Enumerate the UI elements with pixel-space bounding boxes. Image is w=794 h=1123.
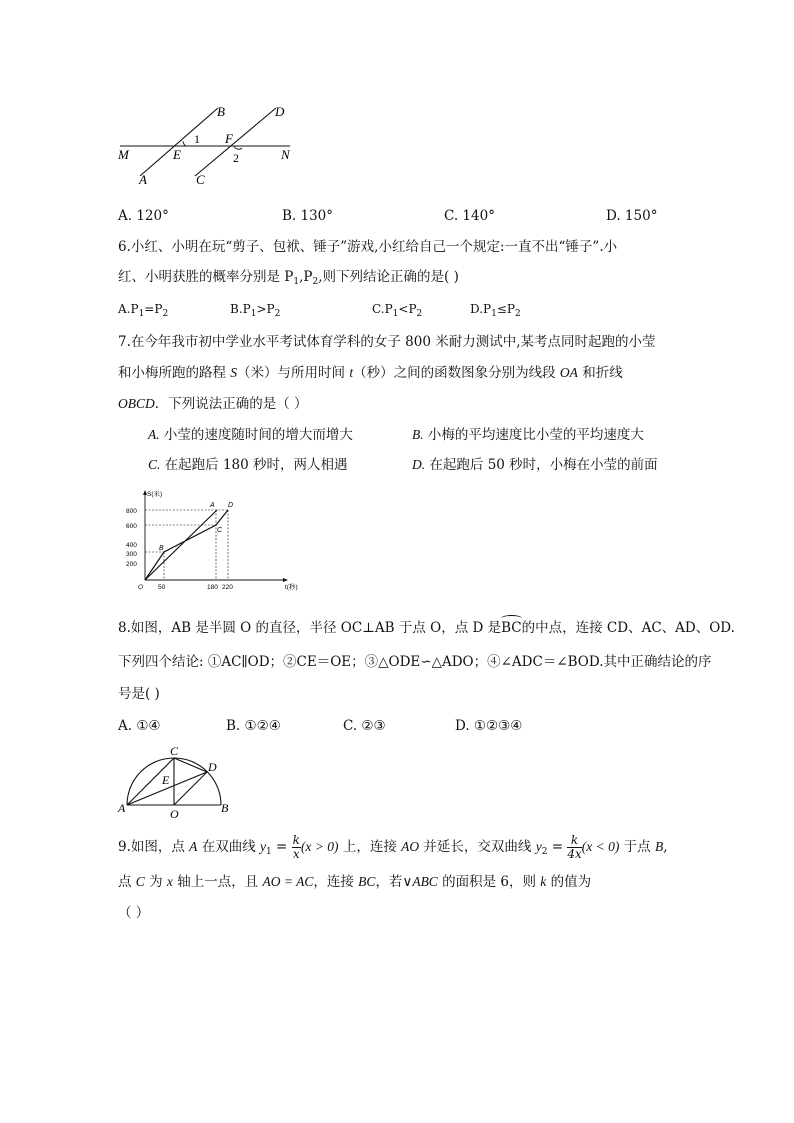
q7-option-d: D. 在起跑后 50 秒时，小梅在小莹的前面 — [412, 457, 658, 473]
q9-line2: 点 C 为 x 轴上一点，且 AO = AC，连接 BC，若∨ABC 的面积是 6，则 k 的值为 — [118, 874, 592, 890]
segment-od — [174, 772, 207, 805]
label-f: F — [225, 131, 233, 146]
q5-option-a: A. 120° — [118, 208, 169, 224]
xtick-220: 220 — [222, 584, 233, 591]
segment-oa — [145, 510, 217, 580]
q8-option-b: B. ①②④ — [226, 718, 281, 734]
q9-answer-blank: （ ） — [118, 905, 150, 921]
label-o: O — [170, 807, 179, 821]
q6-option-c: $C.P_1<P_2$ — [372, 302, 423, 319]
xtick-50: 50 — [158, 584, 166, 591]
q8-option-d: D. ①②③④ — [455, 718, 523, 734]
q5-option-b: B. 130° — [282, 208, 334, 224]
q6-line2: 红、小明获胜的概率分别是 $P_1,P_2$,则下列结论正确的是( ) — [118, 269, 459, 287]
q5-option-d: D. 150° — [606, 208, 658, 224]
point-c-label: C — [217, 527, 223, 534]
ytick-400: 400 — [126, 542, 137, 549]
q7-option-b: B. 小梅的平均速度比小莹的平均速度大 — [412, 427, 644, 443]
x-axis-label: t(秒) — [285, 584, 298, 591]
q6-option-a: $A.P_1=P_2$ — [118, 302, 169, 319]
label-a: A — [118, 801, 126, 815]
q8-line1: 8.如图，AB 是半圆 O 的直径，半径 OC⊥AB 于点 O，点 D 是 BC的中点，连接 CD、AC、AD、OD. — [118, 619, 735, 637]
label-a: A — [139, 172, 147, 187]
label-b: B — [221, 801, 229, 815]
q7-line1: 7.在今年我市初中学业水平考试体育学科的女子 800 米耐力测试中,某考点同时起跑的小莹 — [118, 334, 656, 350]
ytick-800: 800 — [126, 508, 137, 515]
point-a-label: A — [210, 502, 215, 509]
polyline-obcd — [145, 510, 228, 580]
parallel-lines-figure — [110, 100, 310, 195]
point-b-label: B — [159, 545, 164, 552]
q8-option-a: A. ①④ — [118, 718, 161, 734]
point-d-label: D — [228, 502, 234, 509]
x-axis-arrow — [283, 578, 288, 582]
q6-option-b: $B.P_1>P_2$ — [230, 302, 281, 319]
ytick-300: 300 — [126, 551, 137, 558]
q7-line3: OBCD．下列说法正确的是（ ） — [118, 396, 308, 412]
q7-option-a: A. 小莹的速度随时间的增大而增大 — [148, 427, 353, 443]
label-m: M — [118, 147, 129, 162]
label-c: C — [170, 744, 179, 758]
segment-cd — [174, 758, 207, 772]
label-2: 2 — [233, 151, 239, 165]
label-d: D — [275, 104, 285, 119]
label-e: E — [162, 773, 170, 787]
arc-bc: BC — [501, 619, 522, 637]
q8-line2: 下列四个结论: ①AC∥OD；②CE＝OE；③△ODE∽△ADO；④∠ADC＝∠BOD.其中正确结论的序 — [118, 654, 712, 670]
q6-line1: 6.小红、小明在玩“剪子、包袱、锤子”游戏,小红给自己一个规定:一直不出“锤子”.小 — [118, 239, 618, 255]
label-n: N — [281, 147, 290, 162]
q5-option-c: C. 140° — [444, 208, 495, 224]
distance-time-graph — [118, 488, 308, 598]
q7-option-c: C. 在起跑后 180 秒时，两人相遇 — [148, 457, 348, 473]
q8-line3: 号是( ) — [118, 686, 160, 702]
label-c: C — [196, 172, 205, 187]
line-cd — [195, 108, 276, 176]
ytick-600: 600 — [126, 523, 137, 530]
y-axis-label: S(米) — [147, 491, 163, 498]
label-e: E — [173, 147, 181, 162]
origin-label: O — [138, 584, 144, 591]
semicircle-figure — [115, 742, 240, 822]
ytick-200: 200 — [126, 561, 137, 568]
xtick-180: 180 — [207, 584, 218, 591]
q9-line1: 9.如图，点 A 在双曲线 $y_1$ = $\frac{k}{x}$ (x > 0) 上，连接 AO 并延长，交双曲线 $y_2$ = $\frac{k}{4x}$ (x < 0) 于点 B, — [118, 833, 668, 861]
label-1: 1 — [194, 132, 200, 146]
label-b: B — [217, 104, 225, 119]
label-d: D — [208, 760, 217, 774]
q8-option-c: C. ②③ — [343, 718, 386, 734]
q7-line2: 和小梅所跑的路程 S（米）与所用时间 t（秒）之间的函数图象分别为线段 OA 和折线 — [118, 365, 623, 381]
q6-option-d: $D.P_1\le P_2$ — [470, 302, 521, 319]
